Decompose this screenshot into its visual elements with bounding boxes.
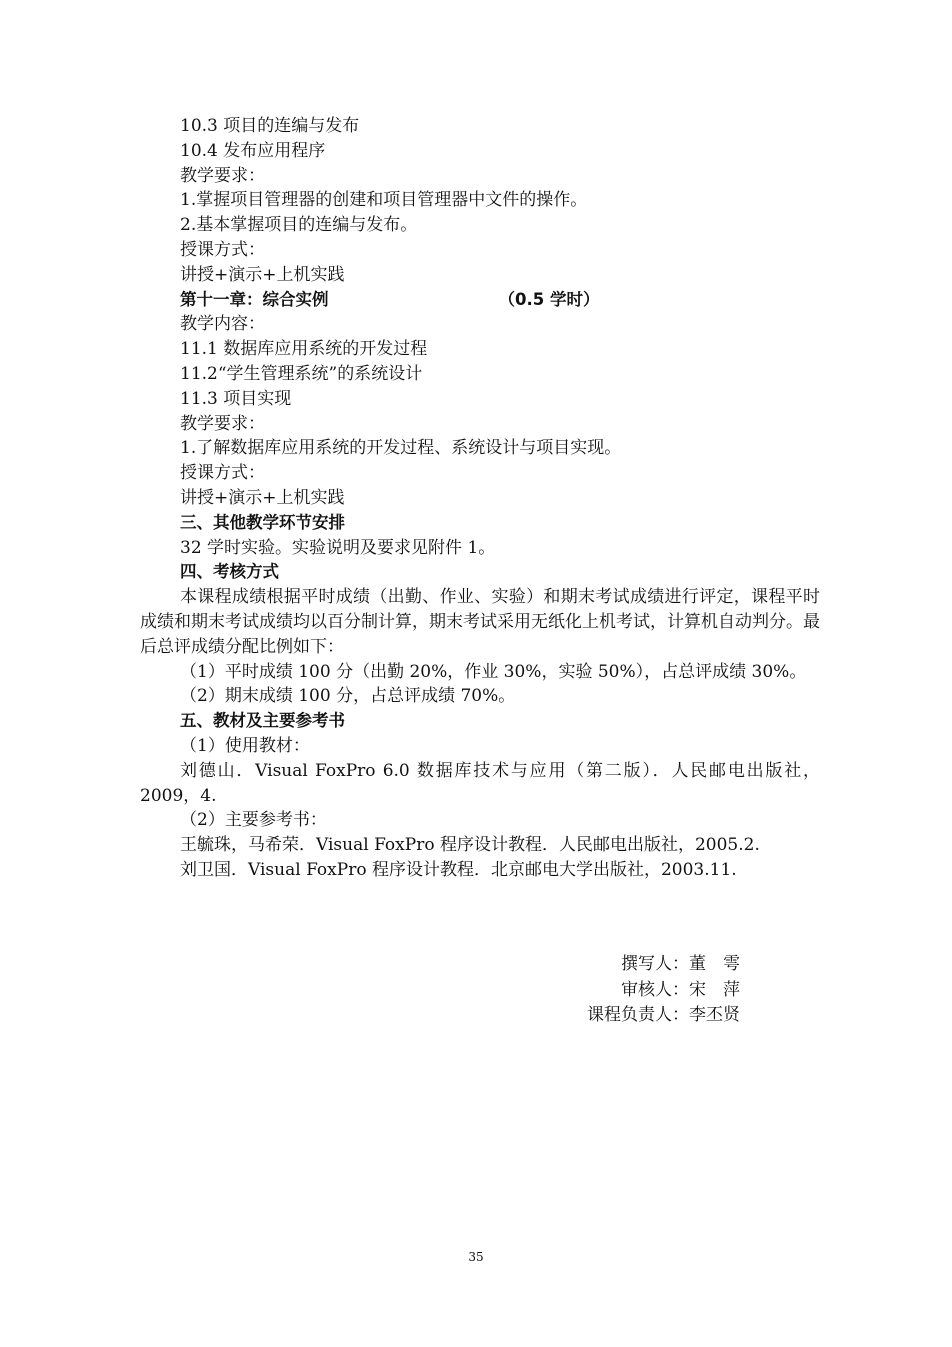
reviewer-signature: 审核人：宋 萍 bbox=[621, 979, 740, 1000]
section-3-heading: 三、其他教学环节安排 bbox=[180, 512, 345, 532]
requirement-item: 1.了解数据库应用系统的开发过程、系统设计与项目实现。 bbox=[180, 438, 622, 459]
teaching-requirements-label: 教学要求： bbox=[180, 165, 265, 186]
textbook-citation: 刘德山．Visual FoxPro 6.0 数据库技术与应用（第二版）．人民邮电出版社，2009，4. bbox=[140, 760, 820, 806]
references-label: （2）主要参考书： bbox=[180, 810, 327, 831]
teaching-requirements-label: 教学要求： bbox=[180, 413, 265, 434]
reference-item: 刘卫国．Visual FoxPro 程序设计教程．北京邮电大学出版社，2003.11. bbox=[180, 859, 737, 880]
reference-item: 王毓珠，马希荣．Visual FoxPro 程序设计教程．人民邮电出版社，2005.2. bbox=[180, 835, 760, 856]
grade-item-2: （2）期末成绩 100 分，占总评成绩 70%。 bbox=[180, 686, 516, 707]
teaching-method: 讲授+演示+上机实践 bbox=[180, 487, 345, 508]
chapter-11-heading bbox=[140, 288, 820, 313]
section-10-3: 10.3 项目的连编与发布 bbox=[180, 116, 360, 136]
teaching-content-label: 教学内容： bbox=[180, 314, 265, 335]
signature-block bbox=[520, 952, 740, 1029]
teaching-method-label: 授课方式： bbox=[180, 463, 265, 484]
section-5-heading: 五、教材及主要参考书 bbox=[180, 711, 345, 731]
grade-item-1: （1）平时成绩 100 分（出勤 20%，作业 30%，实验 50%），占总评成绩 30%。 bbox=[180, 661, 807, 682]
chapter-11-title: 第十一章：综合实例 bbox=[180, 289, 329, 309]
teaching-method-label: 授课方式： bbox=[180, 239, 265, 260]
requirement-item: 1.掌握项目管理器的创建和项目管理器中文件的操作。 bbox=[180, 190, 588, 211]
section-10-4: 10.4 发布应用程序 bbox=[180, 140, 326, 161]
section-11-1: 11.1 数据库应用系统的开发过程 bbox=[180, 339, 428, 360]
section-11-3: 11.3 项目实现 bbox=[180, 388, 292, 409]
requirement-item: 2.基本掌握项目的连编与发布。 bbox=[180, 215, 418, 236]
textbook-label: （1）使用教材： bbox=[180, 735, 310, 756]
section-11-2: 11.2“学生管理系统”的系统设计 bbox=[180, 363, 423, 384]
page-number: 35 bbox=[468, 1250, 484, 1264]
writer-signature: 撰写人：董 雩 bbox=[621, 954, 740, 974]
course-owner-signature: 课程负责人：李丕贤 bbox=[587, 1005, 740, 1025]
teaching-method: 讲授+演示+上机实践 bbox=[180, 264, 345, 285]
assessment-paragraph: 本课程成绩根据平时成绩（出勤、作业、实验）和期末考试成绩进行评定，课程平时成绩和期末考试成绩均以百分制计算，期末考试采用无纸化上机考试，计算机自动判分。最后总评成绩分配比例如下： bbox=[140, 587, 820, 657]
section-4-heading: 四、考核方式 bbox=[180, 562, 279, 582]
lab-arrangement: 32 学时实验。实验说明及要求见附件 1。 bbox=[180, 537, 496, 558]
chapter-11-hours: （0.5 学时） bbox=[498, 289, 600, 309]
document-body bbox=[140, 114, 820, 883]
